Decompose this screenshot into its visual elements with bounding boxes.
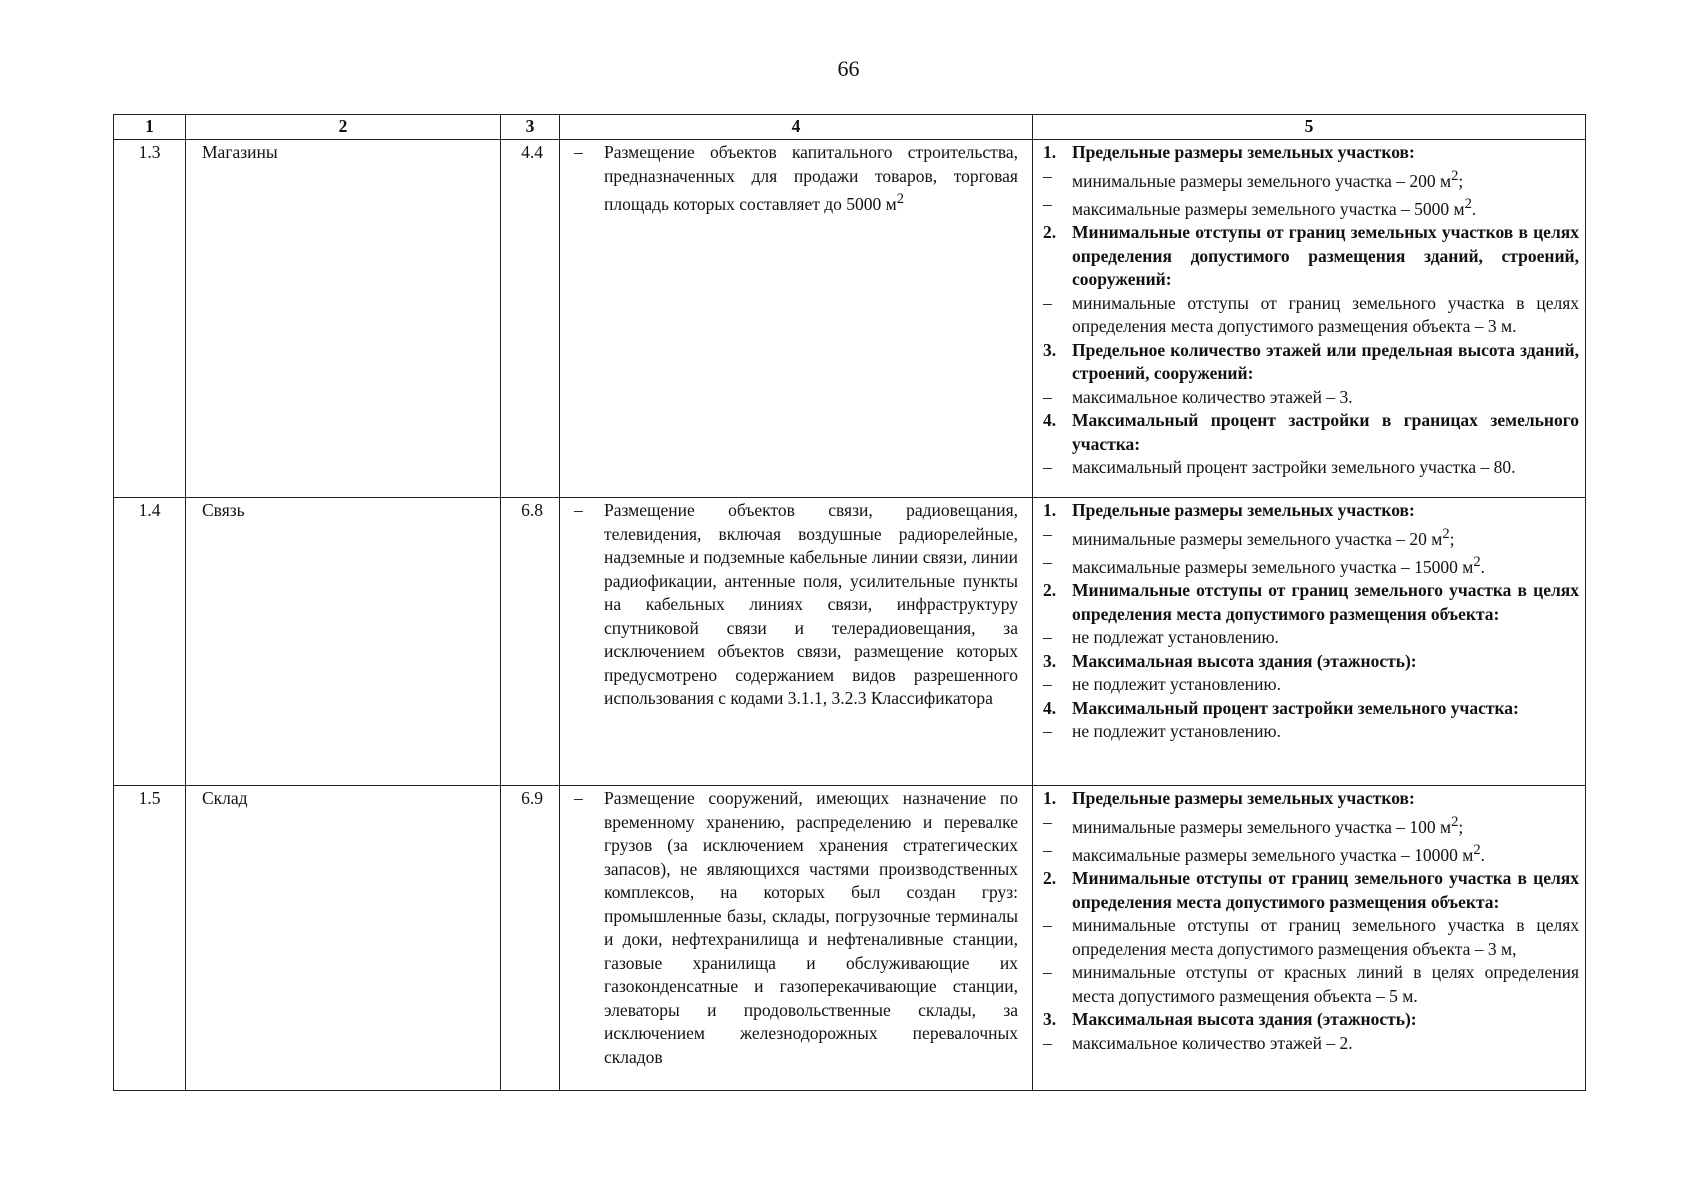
page-number: 66 — [837, 56, 860, 81]
param-item: – минимальные отступы от красных линий в целях определения места допустимого размещения объекта – 5 м. — [1043, 962, 1579, 1006]
param-heading: 2. Минимальные отступы от границ земельных участков в целях определения допустимого размещения зданий, строений, сооружений: — [1043, 222, 1579, 290]
param-item: – максимальные размеры земельного участка – 10000 $м^2$. — [1043, 839, 1486, 865]
parameters-cell — [1033, 140, 1586, 498]
param-item: – максимальное количество этажей – 2. — [1043, 1032, 1353, 1053]
row-number: 1.3 — [114, 140, 186, 498]
regulations-table — [113, 114, 1586, 1091]
header-col-4: 4 — [560, 115, 1033, 140]
use-description: – Размещение объектов связи, радиовещания, телевидения, включая воздушные радиорелейные, надземные и подземные кабельные линии связи, линии радиофикации, антенные поля, усилительные пункты на кабельных линиях связи, инфраструктуру спутниковой связи и телерадиовещания, за исключением объектов связи, размещение которых предусмотрено содержанием видов разрешенного использования с кодами 3.1.1, 3.2.3 Классификатора — [560, 498, 1033, 786]
param-heading: 1. Предельные размеры земельных участков: — [1043, 788, 1415, 808]
header-col-5: 5 — [1033, 115, 1586, 140]
classifier-code: 6.9 — [501, 786, 560, 1091]
table-row — [114, 786, 1586, 1091]
parameters-cell — [1033, 498, 1586, 786]
use-type-name: Магазины — [186, 140, 501, 498]
row-number: 1.5 — [114, 786, 186, 1091]
parameters-cell — [1033, 786, 1586, 1091]
param-item: – минимальные размеры земельного участка – 200 $м^2$; — [1043, 165, 1464, 191]
param-heading: 4. Максимальный процент застройки земельного участка: — [1043, 697, 1519, 718]
param-item: – минимальные отступы от границ земельного участка в целях определения места допустимого размещения объекта – 3 м. — [1043, 292, 1579, 337]
param-item: – максимальные размеры земельного участка – 5000 $м^2$. — [1043, 193, 1477, 219]
param-item: – не подлежат установлению. — [1043, 627, 1279, 648]
param-item: – не подлежит установлению. — [1043, 674, 1281, 695]
param-heading: 1. Предельные размеры земельных участков: — [1043, 142, 1415, 162]
param-heading: 3. Максимальная высота здания (этажность): — [1043, 1009, 1417, 1030]
param-heading: 2. Минимальные отступы от границ земельного участка в целях определения места допустимого размещения объекта: — [1043, 868, 1579, 912]
param-item: – не подлежит установлению. — [1043, 721, 1281, 742]
param-item: – максимальные размеры земельного участка – 15000 $м^2$. — [1043, 551, 1486, 577]
param-heading: 2. Минимальные отступы от границ земельного участка в целях определения места допустимого размещения объекта: — [1043, 580, 1579, 624]
param-heading: 1. Предельные размеры земельных участков: — [1043, 500, 1415, 520]
table-row — [114, 498, 1586, 786]
table-row — [114, 140, 1586, 498]
table-header-row — [114, 115, 1586, 140]
classifier-code: 6.8 — [501, 498, 560, 786]
header-col-1: 1 — [114, 115, 186, 140]
param-heading: 3. Максимальная высота здания (этажность): — [1043, 650, 1417, 671]
row-number: 1.4 — [114, 498, 186, 786]
use-type-name: Склад — [186, 786, 501, 1091]
header-col-2: 2 — [186, 115, 501, 140]
param-heading: 4. Максимальный процент застройки в границах земельного участка: — [1043, 410, 1579, 454]
param-item: – минимальные отступы от границ земельного участка в целях определения места допустимого размещения объекта – 3 м, — [1043, 915, 1579, 959]
use-type-name: Связь — [186, 498, 501, 786]
param-item: – минимальные размеры земельного участка – 100 $м^2$; — [1043, 811, 1464, 837]
header-col-3: 3 — [501, 115, 560, 140]
use-description: – Размещение сооружений, имеющих назначение по временному хранению, распределению и перевалке грузов (за исключением хранения стратегических запасов), не являющихся частями производственных комплексов, на которых был создан груз: промышленные базы, склады, погрузочные терминалы и доки, нефтехранилища и нефтеналивные станции, газовые хранилища и обслуживающие их газоконденсатные и газоперекачивающие станции, элеваторы и продовольственные склады, за исключением железнодорожных перевалочных складов — [560, 786, 1033, 1091]
classifier-code: 4.4 — [501, 140, 560, 498]
param-item: – максимальный процент застройки земельного участка – 80. — [1043, 457, 1516, 478]
param-heading: 3. Предельное количество этажей или предельная высота зданий, строений, сооружений: — [1043, 339, 1579, 384]
param-item: – минимальные размеры земельного участка – 20 $м^2$; — [1043, 523, 1455, 549]
use-description: – Размещение объектов капитального строительства, предназначенных для продажи товаров, торговая площадь которых составляет до 5000 $м^2$ — [560, 140, 1033, 498]
param-item: – максимальное количество этажей – 3. — [1043, 386, 1353, 407]
